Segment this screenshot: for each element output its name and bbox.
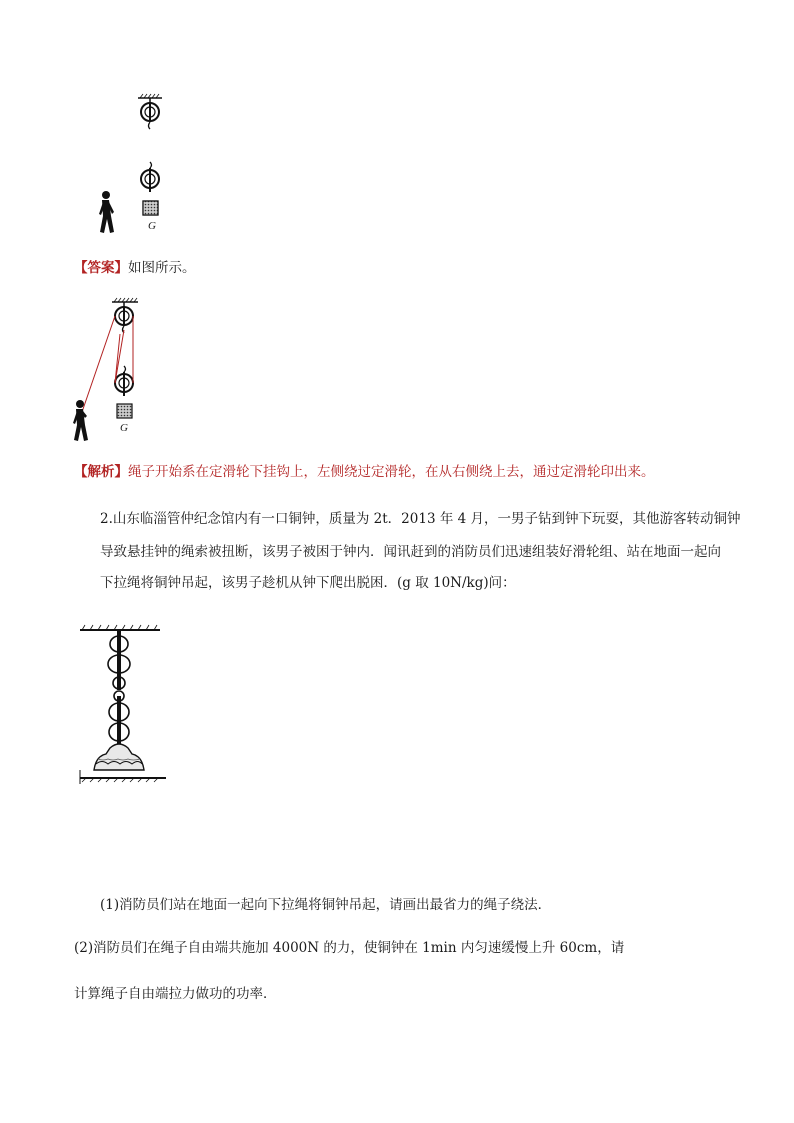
question2-sub2-line2: 计算绳子自由端拉力做功的功率． — [74, 986, 277, 1002]
bell-pulley-figure — [78, 622, 170, 786]
question2-sub1: (1)消防员们站在地面一起向下拉绳将铜钟吊起，请画出最省力的绳子绕法． — [100, 897, 552, 913]
weight-label: G — [148, 220, 156, 232]
weight-label-2: G — [120, 422, 128, 434]
analysis-tag: 解析 — [87, 464, 115, 480]
question2-line2: 导致悬挂钟的绳索被扭断，该男子被困于钟内．闻讯赶到的消防员们迅速组装好滑轮组、站在地面一起向 — [100, 544, 721, 560]
answer-line — [74, 258, 196, 278]
answer-text: 如图所示。 — [128, 260, 196, 276]
analysis-bracket-close: 】 — [114, 464, 128, 480]
pulley-figure-1 — [90, 92, 190, 242]
question2-line1: 2.山东临淄管仲纪念馆内有一口铜钟，质量为 2t．2013 年 4 月，一男子钻到钟下玩耍，其他游客转动铜钟 — [100, 511, 741, 527]
answer-bracket-close: 】 — [114, 260, 128, 276]
analysis-text: 绳子开始系在定滑轮下挂钩上，左侧绕过定滑轮，在从右侧绕上去，通过定滑轮印出来。 — [128, 464, 655, 480]
question2-sub2-line1: (2)消防员们在绳子自由端共施加 4000N 的力，使铜钟在 1min 内匀速缓慢上升 60cm，请 — [74, 940, 625, 956]
question2-line3: 下拉绳将铜钟吊起，该男子趁机从钟下爬出脱困．(g 取 10N/kg)问： — [100, 575, 516, 591]
answer-bracket-open: 【 — [74, 260, 88, 276]
answer-tag: 答案 — [87, 260, 115, 276]
pulley-figure-2 — [66, 294, 176, 442]
analysis-bracket-open: 【 — [74, 464, 88, 480]
analysis-line — [74, 462, 655, 482]
